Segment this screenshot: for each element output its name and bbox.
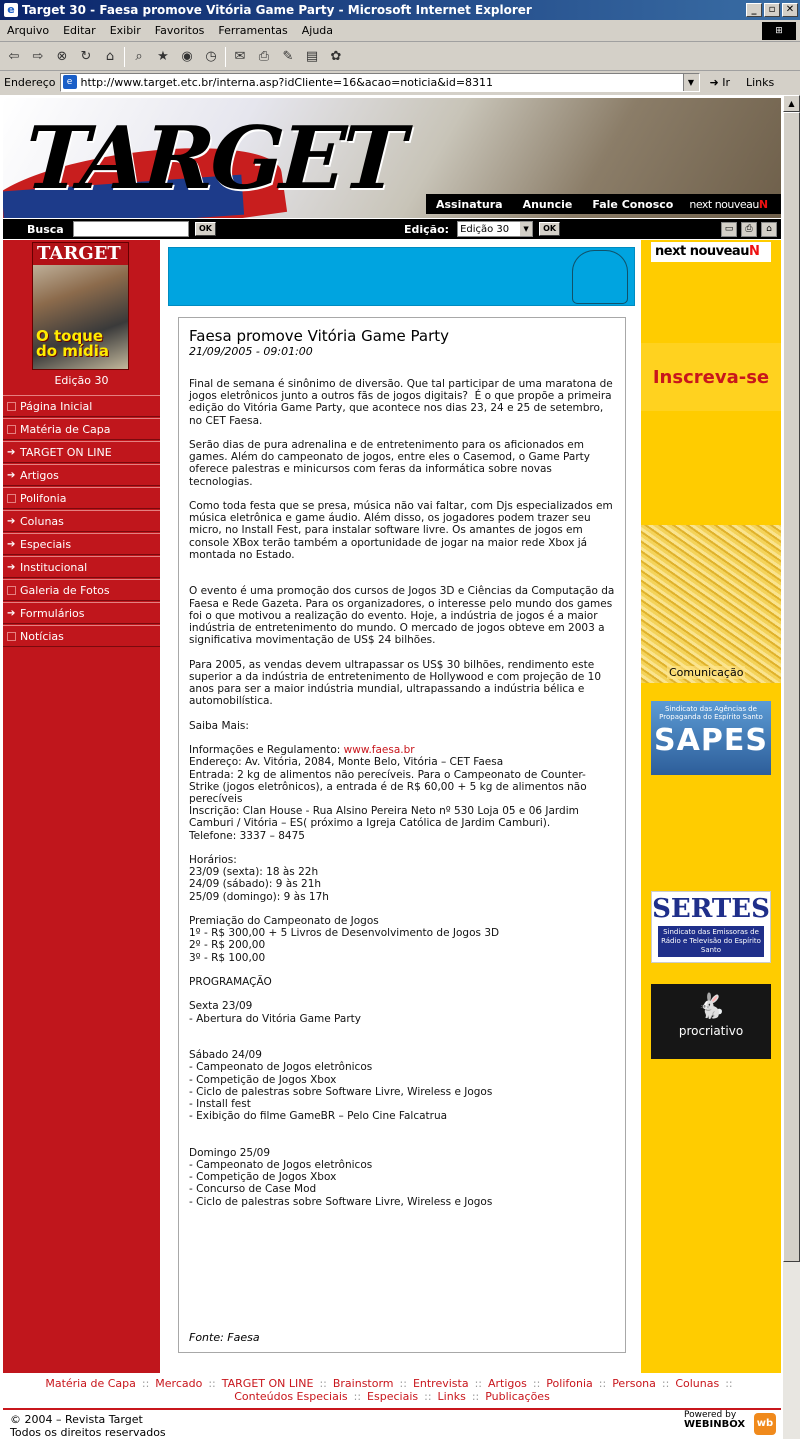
scroll-thumb[interactable]: [783, 112, 800, 1262]
sidebar-item-label: Notícias: [20, 629, 64, 643]
footer-sep: ::: [474, 1377, 482, 1390]
copyright-line-1: © 2004 – Revista Target: [10, 1413, 143, 1426]
ie-icon: e: [4, 3, 18, 17]
toolbar-separator: [124, 47, 125, 67]
right-sidebar: [641, 240, 781, 1373]
footer-links: [3, 1374, 781, 1407]
arrow-right-icon: ➔: [7, 538, 16, 550]
menu-bar: [0, 20, 800, 42]
arrow-right-icon: ➔: [7, 469, 16, 481]
stop-icon[interactable]: ⊗: [56, 49, 68, 64]
discuss-icon[interactable]: ▤: [305, 49, 319, 64]
paragraph: Final de semana é sinônimo de diversão. Que tal participar de uma maratona de jogos eletrônicos junto a outros fãs de jogos digitais? É o que propõe a primeira edição do Vitória Game Party, que acontece nos dias 23, 24 e 25 de setembro, no CET Faesa.: [189, 378, 617, 427]
footer-link-entrevista[interactable]: Entrevista: [412, 1377, 469, 1390]
footer-divider: [3, 1408, 781, 1410]
next-nouveau-text: next nouveau: [689, 197, 759, 211]
header-nav: [426, 194, 781, 214]
address-label: Endereço: [4, 75, 56, 89]
links-button[interactable]: Links: [746, 75, 775, 89]
footer-link-publicacoes[interactable]: Publicações: [485, 1390, 550, 1403]
premiacao: Premiação do Campeonato de Jogos 1º - R$ 300,00 + 5 Livros de Desenvolvimento de Jogos 3D 2º - R$ 200,00 3º - R$ 100,00: [189, 914, 500, 964]
footer-sep: ::: [319, 1377, 327, 1390]
programacao-heading: PROGRAMAÇÃO: [189, 975, 272, 988]
paragraph: Para 2005, as vendas devem ultrapassar os US$ 30 bilhões, rendimento este superior a da indústria de entretenimento de Hollywood e com projeção de 10 anos para ser a maior indústria mundial, ultrapassando a indústria bélica e automobilística.: [189, 658, 605, 708]
nav-fale-conosco[interactable]: Fale Conosco: [592, 197, 674, 211]
footer-sep: ::: [532, 1377, 541, 1390]
paragraph: O evento é uma promoção dos cursos de Jogos 3D e Ciências da Computação da Faesa e Rede Gazeta. Para os organizadores, o interesse pelo mundo dos games foi o que motivou a realização do evento. Hoje, a indústria de jogos é a maior indústria de entretenimento do mundo. O mercado de jogos obteve em 2003 a significativa movimentação de US$ 24 bilhões.: [189, 585, 618, 647]
sapes-logo: SAPES: [654, 723, 768, 758]
toolbar: [0, 43, 800, 71]
ad-next-nouveau[interactable]: [651, 242, 771, 262]
footer-sep: ::: [141, 1377, 150, 1390]
article-source: Fonte: Faesa: [189, 1331, 260, 1344]
webinbox-logo-icon: wb: [754, 1413, 776, 1435]
menu-arquivo[interactable]: Arquivo: [7, 24, 50, 37]
box-bullet-icon: [7, 494, 16, 503]
arrow-right-icon: ➔: [7, 515, 16, 527]
edit-icon[interactable]: ✎: [282, 49, 294, 64]
box-bullet-icon: [7, 425, 16, 434]
footer-link-polifonia[interactable]: Polifonia: [546, 1377, 593, 1390]
sidebar-item-institucional[interactable]: [3, 556, 160, 578]
schedule-domingo: Domingo 25/09 - Campeonato de Jogos eletrônicos - Competição de Jogos Xbox - Concurso de Case Mod - Ciclo de palestras sobre Software Livre, Wireless e Jogos: [189, 1146, 493, 1208]
saiba-mais: Saiba Mais:: [189, 719, 249, 732]
menu-favoritos[interactable]: Favoritos: [154, 24, 205, 37]
menu-exibir[interactable]: Exibir: [109, 24, 141, 37]
sidebar-item-label: Artigos: [20, 468, 59, 482]
article: [178, 317, 626, 1353]
sidebar-item-label: Especiais: [20, 537, 72, 551]
ad-comunicacao[interactable]: [641, 525, 781, 683]
print-page-icon[interactable]: ⎙: [741, 222, 757, 237]
info-label: Informações e Regulamento:: [189, 744, 344, 757]
ad-next-nouveau-text: next nouveau: [655, 244, 749, 259]
sapes-subtitle: Sindicato das Agências de Propaganda do Espírito Santo: [659, 705, 763, 721]
cover-headline: O toque do mídia: [36, 327, 110, 360]
sidebar-item-pagina-inicial[interactable]: [3, 395, 160, 417]
footer-sep: ::: [725, 1377, 733, 1390]
next-nouveau-mark: N: [758, 197, 768, 211]
sidebar-item-label: Página Inicial: [20, 399, 93, 413]
footer-link-mercado[interactable]: Mercado: [155, 1377, 203, 1390]
sidebar-item-especiais[interactable]: [3, 533, 160, 555]
footer-sep: ::: [208, 1377, 216, 1390]
nav-anuncie[interactable]: Anuncie: [522, 197, 573, 211]
article-date: 21/09/2005 - 09:01:00: [189, 345, 313, 358]
rabbit-icon: 🐇: [696, 992, 726, 1020]
info-block: [189, 744, 615, 842]
schedule-sabado: Sábado 24/09 - Campeonato de Jogos eletrônicos - Competição de Jogos Xbox - Ciclo de palestras sobre Software Livre, Wireless e Jogos - Install fest - Exibição do filme GameBR – Pelo Cine Falcatrua: [189, 1049, 493, 1123]
edition-dropdown-icon: ▼: [520, 222, 532, 236]
page-icon: e: [63, 75, 77, 89]
mail-icon[interactable]: ✉: [234, 49, 246, 64]
paragraph: Como toda festa que se presa, música não vai faltar, com Djs especializados em música eletrônica e game áudio. Além disso, os jogadores podem trazer seu micro, no Install Fest, para instalar software livre. Os amantes de jogos em console XBox terão também a oportunidade de jogar na maior rede Xbox já montada no Estado.: [189, 500, 617, 561]
left-sidebar: [3, 240, 160, 1373]
edition-select-value: Edição 30: [460, 223, 510, 235]
next-nouveau-logo[interactable]: [683, 198, 767, 211]
footer-sep: ::: [399, 1377, 407, 1390]
print-icon[interactable]: ⎙: [258, 49, 270, 64]
footer-link-especiais[interactable]: Especiais: [367, 1390, 419, 1403]
address-input[interactable]: [60, 73, 700, 92]
powered-by-label: Powered by: [684, 1410, 737, 1420]
go-arrow-icon: ➜: [709, 75, 723, 89]
window-title: Target 30 - Faesa promove Vitória Game Party - Microsoft Internet Explorer: [22, 3, 532, 17]
copyright-line-2: Todos os direitos reservados: [10, 1426, 166, 1439]
sidebar-item-formularios[interactable]: [3, 602, 160, 624]
sidebar-item-label: Formulários: [20, 606, 85, 620]
sertes-subtitle: Sindicato das Emissoras de Rádio e Televisão do Espírito Santo: [658, 926, 764, 957]
minimize-button[interactable]: _: [746, 3, 762, 17]
horarios: Horários: 23/09 (sexta): 18 às 22h 24/09 (sábado): 9 às 21h 25/09 (domingo): 9 às 17h: [189, 853, 329, 903]
footer-link-colunas[interactable]: Colunas: [675, 1377, 720, 1390]
edition-select[interactable]: [457, 221, 533, 237]
ad-inscreva-se[interactable]: Inscreva-se: [641, 343, 781, 411]
webinbox-label: WEBINBOX: [684, 1419, 746, 1430]
menu-editar[interactable]: Editar: [63, 24, 96, 37]
sidebar-item-galeria-de-fotos[interactable]: [3, 579, 160, 601]
article-body: [189, 378, 618, 1208]
ad-sapes[interactable]: [651, 701, 771, 775]
search-ok-button[interactable]: OK: [195, 222, 216, 236]
ad-sertes[interactable]: [651, 891, 771, 963]
magazine-cover[interactable]: [32, 242, 129, 370]
footer-link-brainstorm[interactable]: Brainstorm: [332, 1377, 394, 1390]
sidebar-item-label: Galeria de Fotos: [20, 583, 110, 597]
sidebar-item-label: Colunas: [20, 514, 64, 528]
messenger-icon[interactable]: ✿: [330, 49, 342, 64]
ad-next-nouveau-mark: N: [748, 244, 760, 259]
home-page-icon[interactable]: ⌂: [761, 222, 777, 237]
back-icon[interactable]: ⇦: [8, 49, 20, 64]
ad-comunicacao-label: Comunicação: [669, 666, 744, 679]
sidebar-nav: [3, 395, 160, 648]
copyright: [10, 1413, 166, 1439]
address-dropdown-icon[interactable]: ▼: [683, 74, 699, 91]
paragraph: Serão dias de pura adrenalina e de entretenimento para os aficionados em games. Além do campeonato de jogos, entre eles o Casemod, o Game Party oferece palestras e minicursos com feras da informática sobre novas tecnologias.: [189, 439, 594, 488]
cover-logo: TARGET: [33, 243, 128, 265]
edition-ok-button[interactable]: OK: [539, 222, 560, 236]
window-titlebar: [0, 0, 800, 20]
arrow-right-icon: ➔: [7, 561, 16, 573]
sidebar-item-colunas[interactable]: [3, 510, 160, 532]
sidebar-item-label: Matéria de Capa: [20, 422, 111, 436]
home-icon[interactable]: ⌂: [105, 49, 115, 64]
forward-icon[interactable]: ⇨: [32, 49, 44, 64]
go-button[interactable]: [704, 76, 737, 89]
info-details: Endereço: Av. Vitória, 2084, Monte Belo, Vitória – CET Faesa Entrada: 2 kg de alimentos não perecíveis. Para o Campeonato de Counter-Strike (jogos eletrônicos), a entrada é de R$ 60,00 + 5 kg de alimentos não perecíveis Inscrição: Clan House - Rua Alsino Pereira Neto nº 530 Loja 05 e 06 Jardim Camburi / Vitória – ES( próximo a Igreja Católica de Jardim Camburi). Telefone: 3337 – 8475: [189, 756, 587, 842]
sidebar-item-label: Institucional: [20, 560, 88, 574]
footer-link-target-on-line[interactable]: TARGET ON LINE: [221, 1377, 314, 1390]
refresh-icon[interactable]: ↻: [80, 49, 92, 64]
footer-sep: ::: [598, 1377, 607, 1390]
sidebar-item-artigos[interactable]: [3, 464, 160, 486]
search-icon[interactable]: ⌕: [135, 49, 143, 64]
sertes-logo: SERTES: [652, 894, 770, 924]
footer-sep: ::: [424, 1390, 432, 1403]
footer-sep: ::: [353, 1390, 362, 1403]
sidebar-item-materia-de-capa[interactable]: [3, 418, 160, 440]
nav-assinatura[interactable]: Assinatura: [436, 197, 503, 211]
sidebar-item-label: Polifonia: [20, 491, 67, 505]
footer-sep: ::: [661, 1377, 670, 1390]
scroll-up-icon[interactable]: ▲: [783, 95, 800, 112]
search-bar: [3, 219, 781, 239]
footer-link-links[interactable]: Links: [437, 1390, 466, 1403]
toolbar-separator: [225, 47, 226, 67]
article-title: Faesa promove Vitória Game Party: [189, 327, 450, 345]
edition-label: Edição:: [404, 222, 450, 236]
arrow-right-icon: ➔: [7, 446, 16, 458]
folder-icon[interactable]: ▭: [721, 222, 737, 237]
schedule-sexta: Sexta 23/09 - Abertura do Vitória Game Party: [189, 1000, 361, 1025]
edition-caption: Edição 30: [54, 374, 109, 387]
footer-link-materia-de-capa[interactable]: Matéria de Capa: [45, 1377, 136, 1390]
footer-sep: ::: [471, 1390, 480, 1403]
favorites-icon[interactable]: ★: [157, 49, 169, 64]
search-input[interactable]: [73, 221, 189, 237]
faesa-link[interactable]: www.faesa.br: [343, 744, 415, 757]
procriativo-label: procriativo: [678, 1024, 744, 1038]
history-icon[interactable]: ◷: [205, 49, 217, 64]
sketch-illustration: [572, 250, 628, 304]
address-url[interactable]: http://www.target.etc.br/interna.asp?idCliente=16&acao=noticia&id=8311: [80, 75, 494, 89]
sidebar-item-label: TARGET ON LINE: [20, 445, 112, 459]
footer-link-persona[interactable]: Persona: [612, 1377, 656, 1390]
box-bullet-icon: [7, 632, 16, 641]
search-label: Busca: [27, 222, 64, 236]
arrow-right-icon: ➔: [7, 607, 16, 619]
sidebar-item-polifonia[interactable]: [3, 487, 160, 509]
sidebar-item-noticias[interactable]: [3, 625, 160, 647]
windows-logo-icon: ⊞: [762, 22, 796, 40]
menu-ajuda[interactable]: Ajuda: [301, 24, 334, 37]
footer-link-artigos[interactable]: Artigos: [488, 1377, 527, 1390]
address-bar: [0, 71, 800, 93]
powered-by-webinbox[interactable]: [684, 1411, 780, 1437]
box-bullet-icon: [7, 402, 16, 411]
menu-ferramentas[interactable]: Ferramentas: [218, 24, 288, 37]
sidebar-item-target-on-line[interactable]: [3, 441, 160, 463]
close-button[interactable]: ✕: [782, 3, 798, 17]
maximize-button[interactable]: ▫: [764, 3, 780, 17]
media-icon[interactable]: ◉: [181, 49, 193, 64]
ad-procriativo[interactable]: [651, 984, 771, 1059]
header-banner: [3, 98, 781, 218]
target-logo[interactable]: TARGET: [12, 108, 415, 209]
vertical-scrollbar[interactable]: [783, 95, 800, 1439]
box-bullet-icon: [7, 586, 16, 595]
footer-link-conteudos-especiais[interactable]: Conteúdos Especiais: [234, 1390, 348, 1403]
go-label: Ir: [722, 75, 730, 89]
top-banner-ad[interactable]: [168, 247, 635, 306]
page-viewport: [0, 95, 783, 1439]
